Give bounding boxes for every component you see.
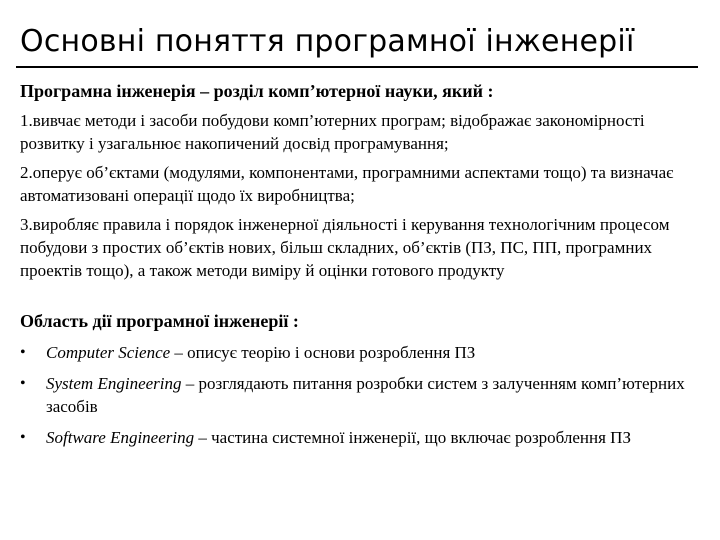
section-heading-scope: Область дії програмної інженерії : (20, 311, 299, 331)
section-heading-definition: Програмна інженерія – розділ комп’ютерної науки, який : (20, 81, 494, 101)
section-spacer (20, 288, 700, 310)
title-underline (16, 66, 698, 68)
bullet-marker: • (20, 344, 26, 361)
definition-item-3: 3.виробляє правила і порядок інженерної діяльності і керування технологічним процесом побудови з простих об’єктів нових, більш складних, об’єктів (ПЗ, ПС, ПП, програмних проектів тощо), а також методи виміру й оцінки готового продукту (20, 215, 670, 280)
scope-description: – описує теорію і основи розроблення ПЗ (170, 343, 476, 362)
bullet-marker: • (20, 375, 26, 392)
scope-description: – частина системної інженерії, що включає розроблення ПЗ (194, 428, 631, 447)
slide-body (20, 80, 700, 457)
definition-item-1: 1.вивчає методи і засоби побудови комп’ютерних програм; відображає закономірності розвитку і узагальнює накопичений досвід програмування; (20, 111, 645, 153)
scope-term: System Engineering (46, 374, 182, 393)
scope-term: Software Engineering (46, 428, 195, 447)
scope-bullet-software-engineering (20, 426, 700, 449)
scope-term: Computer Science (46, 343, 171, 362)
slide-title: Основні поняття програмної інженерії (20, 24, 635, 59)
scope-bullet-computer-science (20, 341, 700, 364)
bullet-marker: • (20, 429, 26, 446)
definition-item-2: 2.оперує об’єктами (модулями, компонентами, програмними аспектами тощо) та визначає автоматизовані операції щодо їх виробництва; (20, 163, 674, 205)
scope-bullet-system-engineering (20, 372, 700, 418)
scope-description: – розглядають питання розробки систем з залученням комп’ютерних засобів (46, 374, 685, 416)
